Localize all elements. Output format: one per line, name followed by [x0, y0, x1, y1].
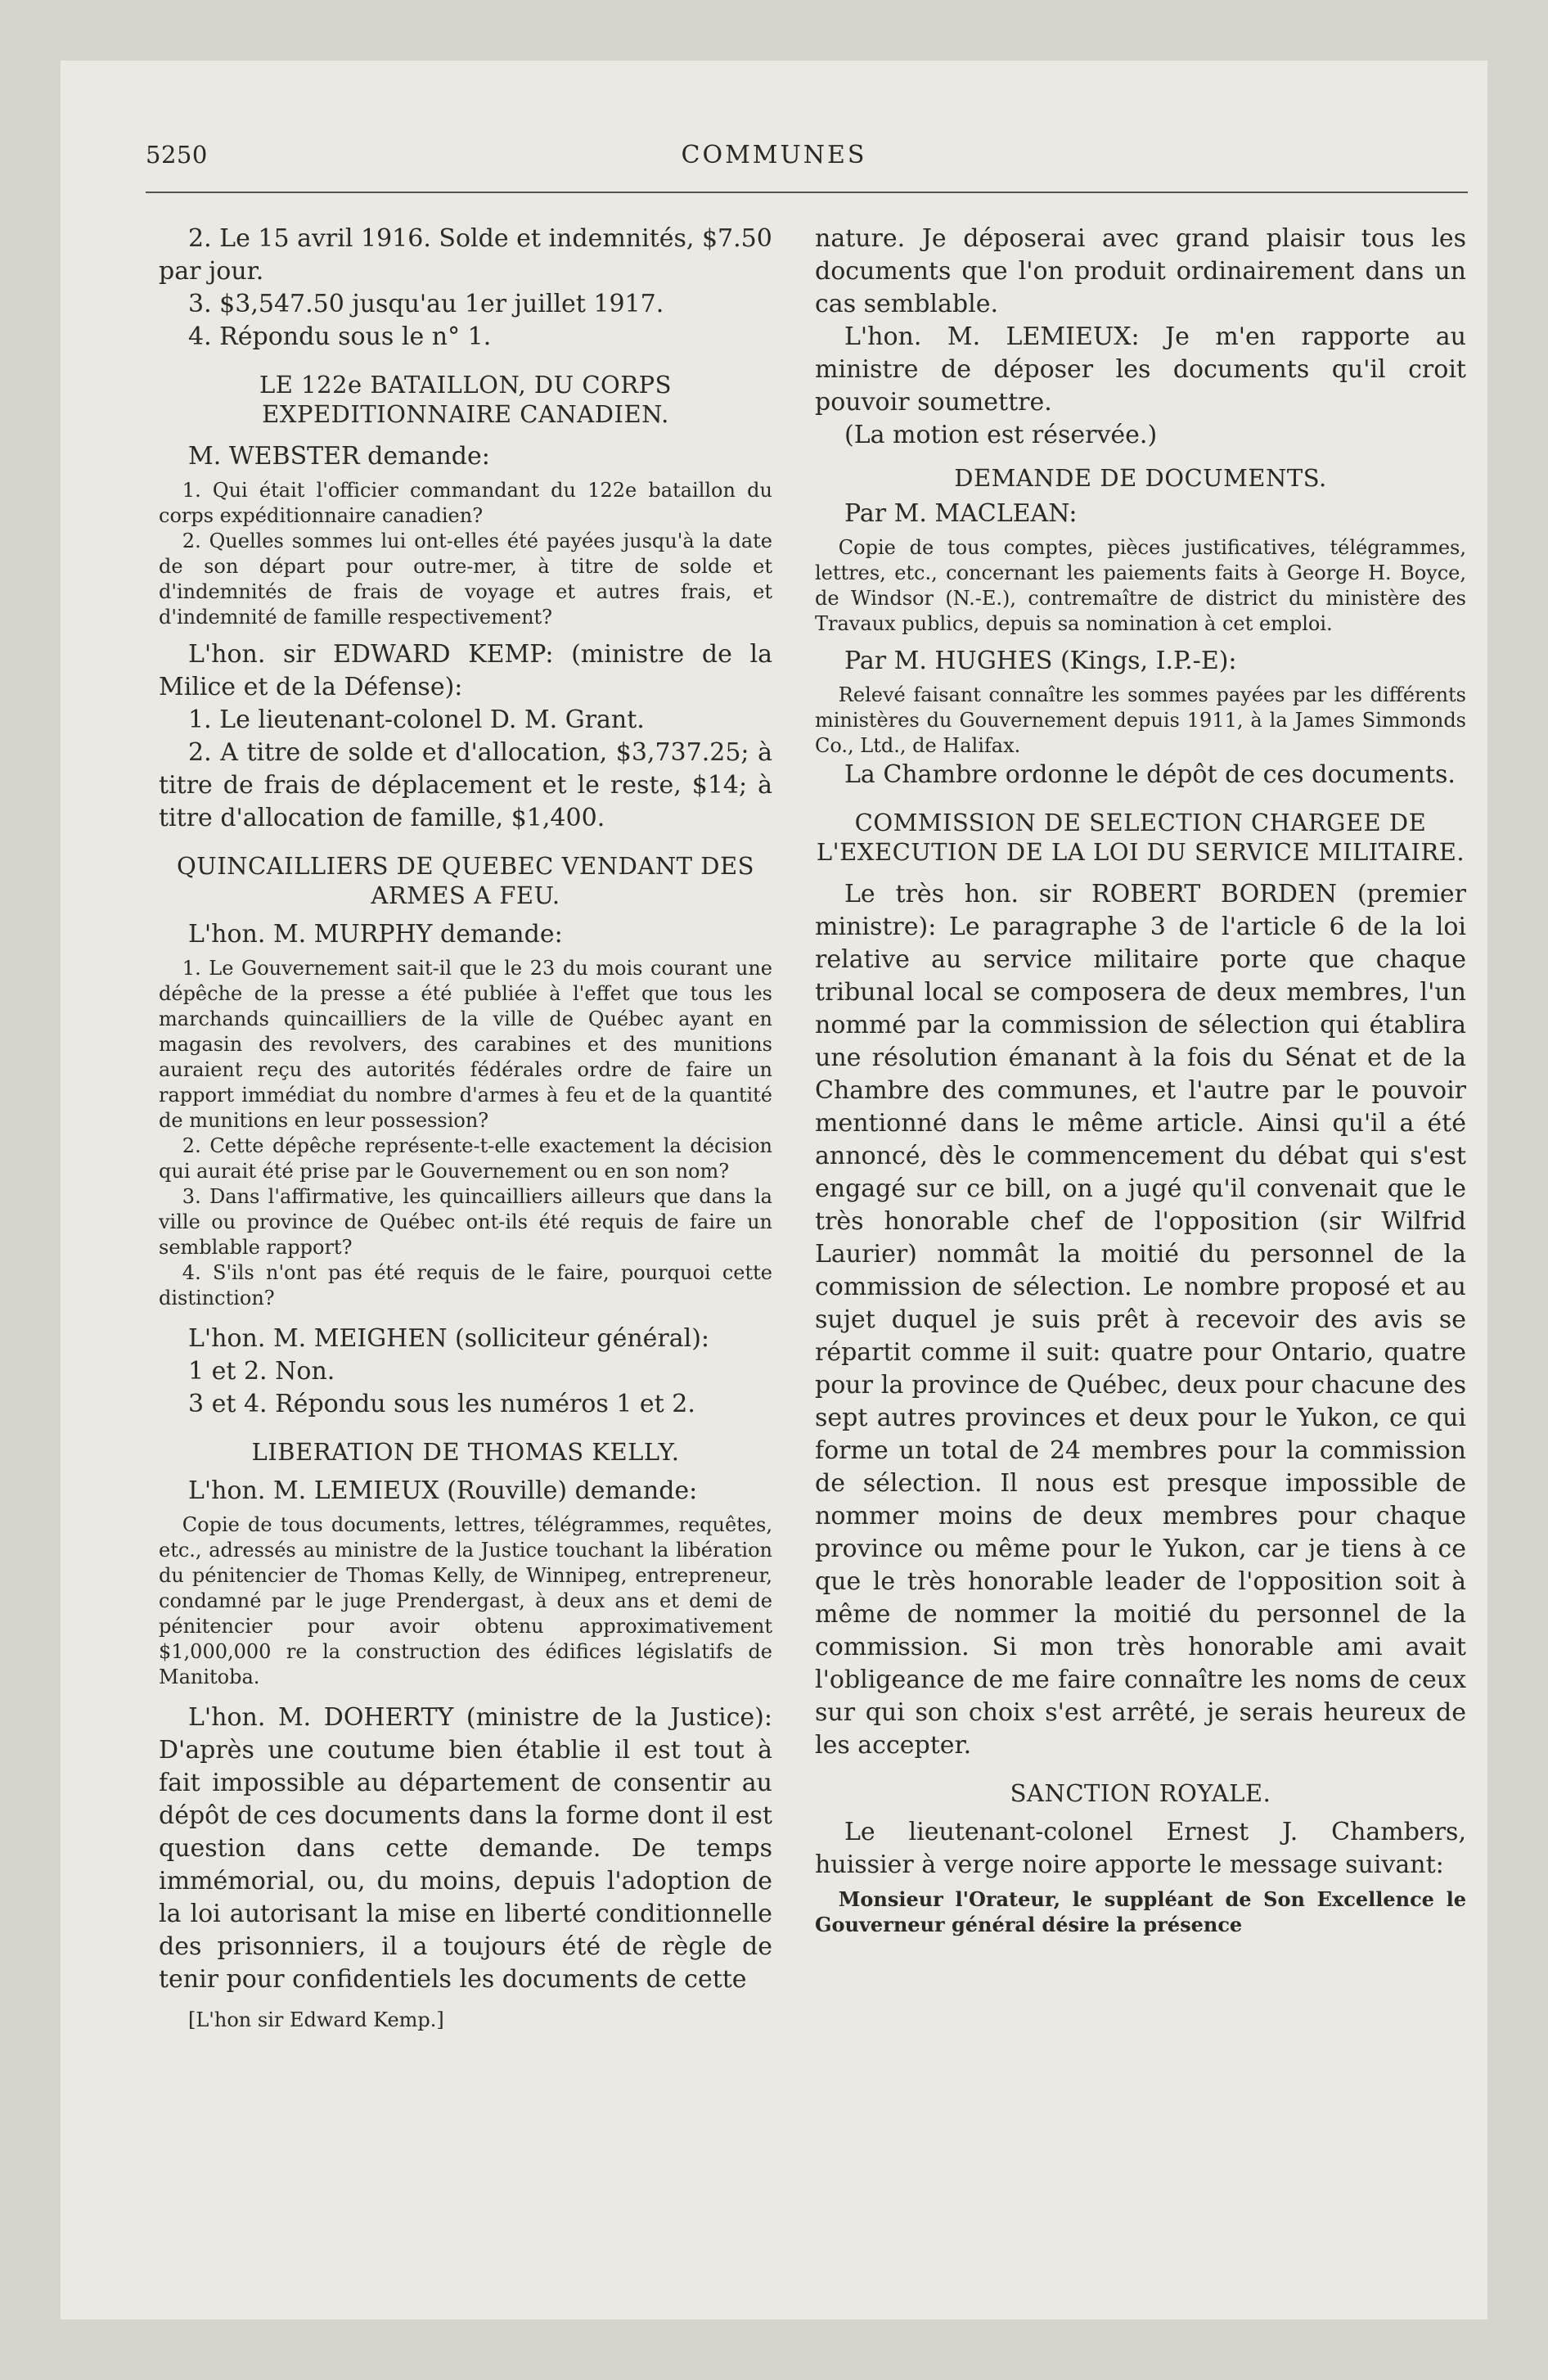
- running-head: COMMUNES: [681, 141, 867, 169]
- question-item: 1. Qui était l'officier commandant du 122e bataillon du corps expéditionnaire canadien?: [159, 479, 772, 527]
- section-heading: COMMISSION DE SELECTION CHARGEE DE L'EXECUTION DE LA LOI DU SERVICE MILITAIRE.: [816, 809, 1465, 866]
- section-heading: SANCTION ROYALE.: [1010, 1779, 1271, 1807]
- section-heading: DEMANDE DE DOCUMENTS.: [954, 464, 1327, 492]
- question-item: 4. S'ils n'ont pas été requis de le faire, pourquoi cette distinction?: [159, 1261, 772, 1309]
- footnote: [L'hon sir Edward Kemp.]: [188, 2008, 444, 2031]
- question-item: 3. Dans l'affirmative, les quincailliers ailleurs que dans la ville ou province de Québec ont-ils été requis de faire un semblable rapport?: [159, 1185, 772, 1259]
- motion-text: Copie de tous documents, lettres, télégrammes, requêtes, etc., adressés au ministre de la Justice touchant la libération du pénitencier de Thomas Kelly, de Winnipeg, entrepreneur, condamné par le juge Prendergast, à deux ans et demi de pénitencier pour avoir obtenu approximativement $1,000,000 re la construction des édifices législatifs de Manitoba.: [159, 1513, 772, 1688]
- answer-item: 2. Le 15 avril 1916. Solde et indemnités, $7.50 par jour.: [159, 224, 772, 286]
- header-rule: [146, 192, 1468, 193]
- question-intro: L'hon. M. MURPHY demande:: [188, 920, 563, 949]
- page: [61, 61, 1487, 2319]
- section-heading: LIBERATION DE THOMAS KELLY.: [251, 1438, 680, 1466]
- question-item: 2. Cette dépêche représente-t-elle exactement la décision qui aurait été prise par le Gouvernement ou en son nom?: [159, 1134, 772, 1183]
- motion-text: Copie de tous comptes, pièces justificatives, télégrammes, lettres, etc., concernant les paiements faits à George H. Boyce, de Windsor (N.-E.), contremaître de district du ministère des Travaux publics, depuis sa nomination à cet emploi.: [815, 536, 1466, 635]
- page-number: 5250: [146, 141, 208, 169]
- body-paragraph: Le très hon. sir ROBERT BORDEN (premier ministre): Le paragraphe 3 de l'article 6 de la loi relative au service militaire porte que chaque tribunal local se composera de deux membres, l'un nommé par la commission de sélection qui établira une résolution émanant à la fois du Sénat et de la Chambre des communes, et l'autre par le pouvoir mentionné dans le même article. Ainsi qu'il a été annoncé, dès le commencement du débat qui s'est engagé sur ce bill, on a jugé qu'il convenait que le très honorable chef de l'opposition (sir Wilfrid Laurier) nommât la moitié du personnel de la commission de sélection. Le nombre proposé et au sujet duquel je suis prêt à recevoir des avis se répartit comme il suit: quatre pour Ontario, quatre pour la province de Québec, deux pour chacune des sept autres provinces et deux pour le Yukon, ce qui forme un total de 24 membres pour la commission de sélection. Il nous est presque impossible de nommer moins de deux membres pour chaque province ou même pour le Yukon, car je tiens à ce que le très honorable leader de l'opposition soit à même de nommer la moitié du personnel de la commission. Si mon très honorable ami avait l'obligeance de me faire connaître les noms de ceux sur qui son choix s'est arrêté, je serais heureux de les accepter.: [815, 880, 1466, 1760]
- body-paragraph: La Chambre ordonne le dépôt de ces documents.: [844, 760, 1456, 789]
- body-paragraph: Le lieutenant-colonel Ernest J. Chambers, huissier à verge noire apporte le message suivant:: [815, 1818, 1466, 1879]
- minister-reply: L'hon. sir EDWARD KEMP: (ministre de la Milice et de la Défense):: [159, 640, 772, 701]
- body-paragraph: nature. Je déposerai avec grand plaisir tous les documents que l'on produit ordinairement dans un cas semblable.: [815, 224, 1466, 318]
- minister-reply: L'hon. M. DOHERTY (ministre de la Justice): D'après une coutume bien établie il est tout à fait impossible au département de consentir au dépôt de ces documents dans la forme dont il est question dans cette demande. De temps immémorial, ou, du moins, depuis l'adoption de la loi autorisant la mise en liberté conditionnelle des prisonniers, il a toujours été de règle de tenir pour confidentiels les documents de cette: [159, 1703, 772, 1994]
- body-paragraph: L'hon. M. LEMIEUX: Je m'en rapporte au ministre de déposer les documents qu'il croit pouvoir soumettre.: [815, 322, 1466, 417]
- body-paragraph: (La motion est réservée.): [844, 421, 1158, 449]
- answer-item: 3 et 4. Répondu sous les numéros 1 et 2.: [188, 1390, 695, 1418]
- left-column: [159, 223, 772, 2032]
- motion-text: Relevé faisant connaître les sommes payées par les différents ministères du Gouvernement depuis 1911, à la James Simmonds Co., Ltd., de Halifax.: [815, 683, 1466, 757]
- question-intro: Par M. HUGHES (Kings, I.P.-E):: [844, 647, 1237, 675]
- question-intro: Par M. MACLEAN:: [844, 499, 1078, 528]
- right-column: [815, 223, 1466, 1937]
- question-item: 2. Quelles sommes lui ont-elles été payées jusqu'à la date de son départ pour outre-mer, à titre de solde et d'indemnités de frais de voyage et autres frais, et d'indemnité de famille respectivement?: [159, 530, 772, 629]
- section-heading: LE 122e BATAILLON, DU CORPS EXPEDITIONNAIRE CANADIEN.: [259, 371, 673, 428]
- answer-item: 1. Le lieutenant-colonel D. M. Grant.: [188, 705, 645, 734]
- question-intro: L'hon. M. LEMIEUX (Rouville) demande:: [188, 1476, 698, 1505]
- minister-reply: L'hon. M. MEIGHEN (solliciteur général):: [188, 1324, 710, 1353]
- question-item: 1. Le Gouvernement sait-il que le 23 du mois courant une dépêche de la presse a été publiée à l'effet que tous les marchands quincailliers de la ville de Québec ayant en magasin des revolvers, des carabines et des munitions auraient reçu des autorités fédérales ordre de faire un rapport immédiat du nombre d'armes à feu et de la quantité de munitions en leur possession?: [159, 957, 772, 1132]
- answer-item: 2. A titre de solde et d'allocation, $3,737.25; à titre de frais de déplacement et le reste, $14; à titre d'allocation de famille, $1,400.: [159, 738, 772, 832]
- answer-item: 3. $3,547.50 jusqu'au 1er juillet 1917.: [188, 290, 664, 318]
- question-intro: M. WEBSTER demande:: [188, 442, 490, 471]
- message-text: Monsieur l'Orateur, le suppléant de Son Excellence le Gouverneur général désire la présence: [815, 1887, 1466, 1936]
- answer-item: 1 et 2. Non.: [188, 1357, 335, 1386]
- section-heading: QUINCAILLIERS DE QUEBEC VENDANT DES ARMES A FEU.: [176, 852, 754, 909]
- answer-item: 4. Répondu sous le n° 1.: [188, 322, 492, 351]
